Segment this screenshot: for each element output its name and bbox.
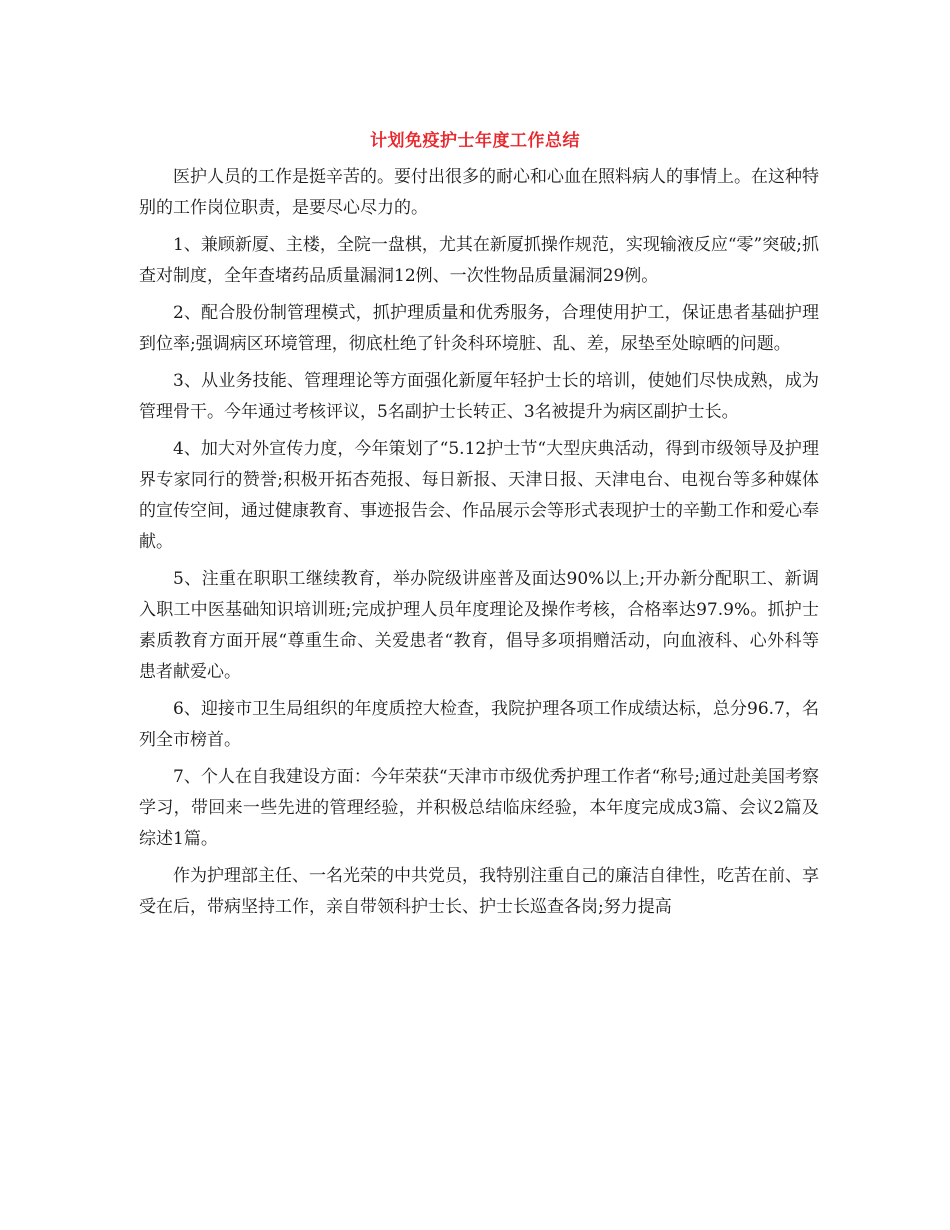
paragraph-item-2: 2、配合股份制管理模式，抓护理质量和优秀服务，合理使用护工，保证患者基础护理到位率;强调病区环境管理，彻底杜绝了针灸科环境脏、乱、差，尿垫至处晾晒的问题。 (139, 303, 819, 354)
document-title: 计划免疫护士年度工作总结 (370, 131, 580, 151)
paragraph-item-4: 4、加大对外宣传力度，今年策划了“5.12护士节“大型庆典活动，得到市级领导及护理界专家同行的赞誉;积极开拓杏苑报、每日新报、天津日报、天津电台、电视台等多种媒体的宣传空间，通过健康教育、事迹报告会、作品展示会等形式表现护士的辛勤工作和爱心奉献。 (139, 439, 819, 552)
paragraph-item-3: 3、从业务技能、管理理论等方面强化新厦年轻护士长的培训，使她们尽快成熟，成为管理骨干。今年通过考核评议，5名副护士长转正、3名被提升为病区副护士长。 (139, 371, 819, 422)
document-body (139, 162, 819, 929)
paragraph-item-7: 7、个人在自我建设方面：今年荣获“天津市市级优秀护理工作者“称号;通过赴美国考察学习，带回来一些先进的管理经验，并积极总结临床经验，本年度完成成3篇、会议2篇及综述1篇。 (139, 767, 819, 849)
paragraph-item-6: 6、迎接市卫生局组织的年度质控大检查，我院护理各项工作成绩达标，总分96.7，名列全市榜首。 (139, 699, 819, 750)
paragraph-intro: 医护人员的工作是挺辛苦的。要付出很多的耐心和心血在照料病人的事情上。在这种特别的工作岗位职责，是要尽心尽力的。 (139, 167, 819, 218)
paragraph-closing: 作为护理部主任、一名光荣的中共党员，我特别注重自己的廉洁自律性，吃苦在前、享受在后，带病坚持工作，亲自带领科护士长、护士长巡查各岗;努力提高 (139, 866, 819, 917)
paragraph-item-1: 1、兼顾新厦、主楼，全院一盘棋，尤其在新厦抓操作规范，实现输液反应“零”突破;抓查对制度，全年查堵药品质量漏洞12例、一次性物品质量漏洞29例。 (139, 235, 819, 286)
paragraph-item-5: 5、注重在职职工继续教育，举办院级讲座普及面达90%以上;开办新分配职工、新调入职工中医基础知识培训班;完成护理人员年度理论及操作考核，合格率达97.9%。抓护士素质教育方面开展“尊重生命、关爱患者“教育，倡导多项捐赠活动，向血液科、心外科等患者献爱心。 (139, 569, 819, 682)
